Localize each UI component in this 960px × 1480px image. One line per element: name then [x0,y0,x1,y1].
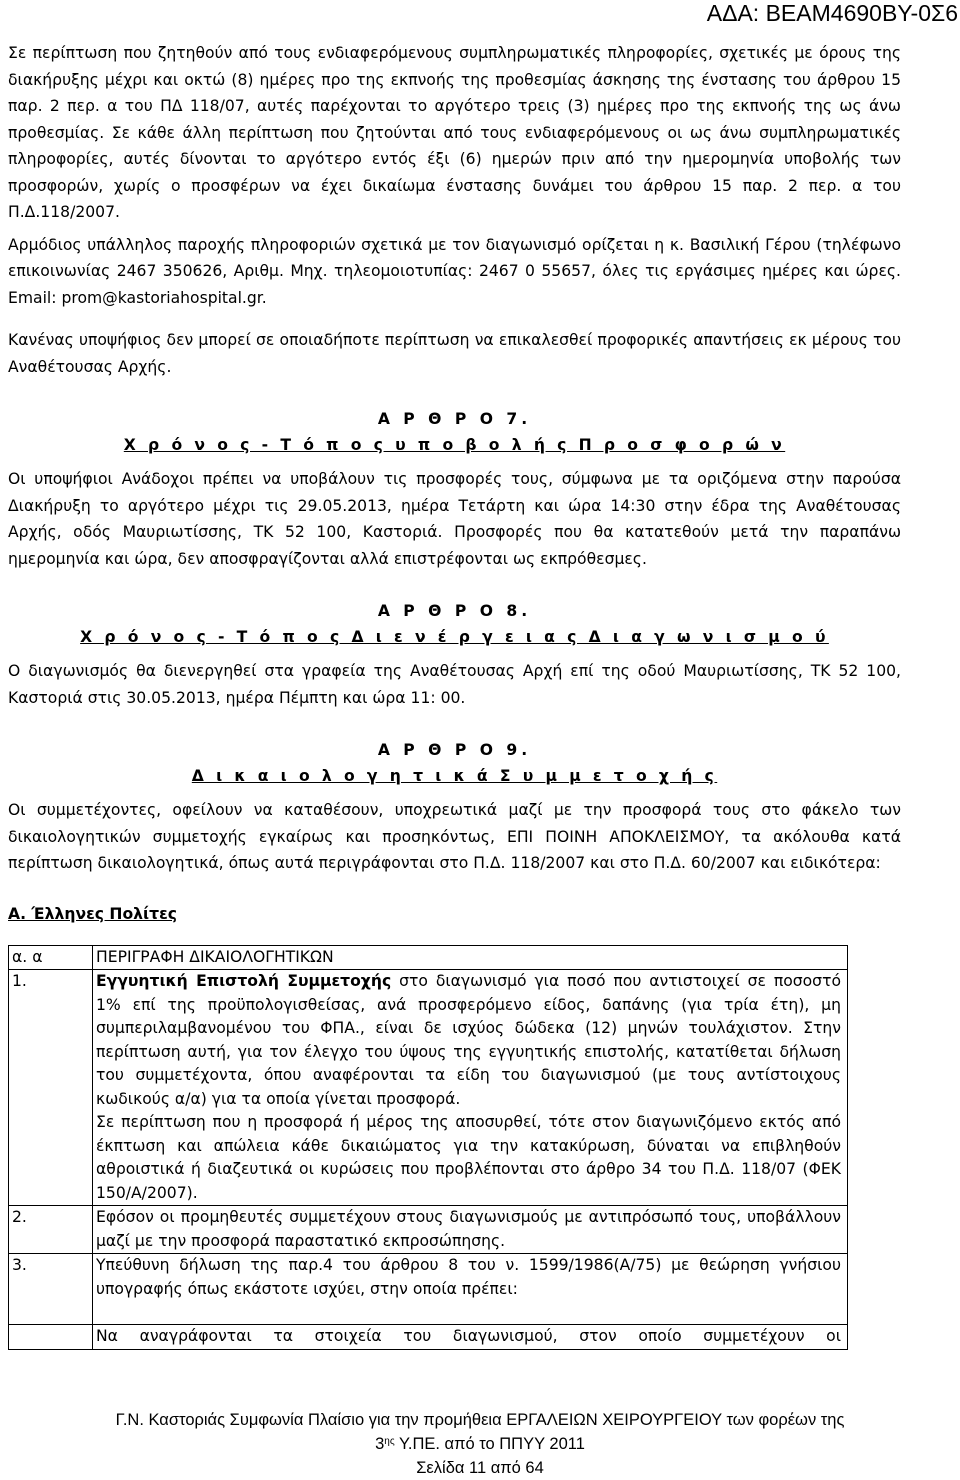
table-row [9,1206,848,1254]
article-8-title: Χ ρ ό ν ο ς - Τ ό π ο ς Δ ι ε ν έ ρ γ ε ι α ς Δ ι α γ ω ν ι σ μ ο ύ [80,628,829,646]
table-row [9,970,848,1206]
paragraph-contact: Αρμόδιος υπάλληλος παροχής πληροφοριών σχετικά με τον διαγωνισμό ορίζεται η κ. Βασιλική Γέρου (τηλέφωνο επικοινωνίας 2467 350626, Αριθμ. Μηχ. τηλεομοιοτυπίας: 2467 0 55657, όλες τις εργάσιμες ημέρες και ώρες. Email: prom@kastoriahospital.gr. [8,235,901,307]
document-page [8,40,901,1350]
row-num: 3. [9,1254,93,1325]
row-text-2: Σε περίπτωση που η προσφορά ή μέρος της αποσυρθεί, τότε στον διαγωνιζόμενο εκτός από έκπτωση και απώλεια κάθε δικαιώματος για την κατακύρωση, δύναται να επιβληθούν αθροιστικά ή διαζευτικά οι κυρώσεις που προβλέπονται στο άρθρο 34 του Π.Δ. 118/07 (ΦΕΚ 150/Α/2007). [96,1113,841,1202]
table-row [9,1254,848,1325]
paragraph-info-requests: Σε περίπτωση που ζητηθούν από τους ενδιαφερόμενους συμπληρωματικές πληροφορίες, σχετικές με όρους της διακήρυξης μέχρι και οκτώ (8) ημέρες προ της εκπνοής της προθεσμίας άσκησης της ένστασης του άρθρου 15 παρ. 2 περ. α του ΠΔ 118/07, αυτές παρέχονται το αργότερο τρεις (3) ημέρες προ της εκπνοής της ως άνω προθεσμίας. Σε κάθε άλλη περίπτωση που ζητούνται από τους ενδιαφερόμενους οι ως άνω συμπληρωματικές πληροφορίες, αυτές δίνονται το αργότερο εντός έξι (6) ημερών πριν από την ημερομηνία υποβολής των προσφορών, χωρίς ο προσφέρων να έχει δικαίωμα ένστασης δυνάμει του άρθρου 15 παρ. 2 περ. α του Π.Δ.118/2007. [8,44,901,221]
article-7-text: Οι υποψήφιοι Ανάδοχοι πρέπει να υποβάλουν τις προσφορές τους, σύμφωνα με τα οριζόμενα στην παρούσα Διακήρυξη το αργότερο μέχρι τις 29.05.2013, ημέρα Τετάρτη και ώρα 14:30 στην έδρα της Αναθέτουσας Αρχής, οδός Μαυριωτίσσης, ΤΚ 52 100, Καστοριά. Προσφορές που θα κατατεθούν μετά την παραπάνω ημερομηνία και ώρα, δεν αποσφραγίζονται αλλά επιστρέφονται ως εκπρόθεσμες. [8,470,901,568]
article-8-heading: Α Ρ Θ Ρ Ο 8. [377,602,532,620]
row-desc: Υπεύθυνη δήλωση της παρ.4 του άρθρου 8 του ν. 1599/1986(Α/75) με θεώρηση γνήσιου υπογραφής όπως εκάστοτε ισχύει, στην οποία πρέπει: [93,1254,848,1325]
row-num: 2. [9,1206,93,1254]
row-desc: Να αναγράφονται τα στοιχεία του διαγωνισμού, στον οποίο συμμετέχουν οι [93,1325,848,1350]
table-header-num: α. α [9,945,93,970]
row-bold-term: Εγγυητική Επιστολή Συμμετοχής [96,972,392,990]
table-header-row [9,945,848,970]
ada-code: ΑΔΑ: ΒΕΑΜ4690ΒΥ-0Σ6 [706,0,958,26]
footer-line-1: Γ.Ν. Καστοριάς Συμφωνία Πλαίσιο για την προμήθεια ΕΡΓΑΛΕΙΩΝ ΧΕΙΡΟΥΡΓΕΙΟΥ των φορέων της [115,1411,845,1429]
article-9-heading: Α Ρ Θ Ρ Ο 9. [377,741,532,759]
row-text: στο διαγωνισμό για ποσό που αντιστοιχεί σε ποσοστό 1% επί της προϋπολογισθείσας, ανά προσφερόμενο είδος, δαπάνης (για τρία έτη), μη συμπεριλαμβανομένου του ΦΠΑ., είναι δε ισχύος δώδεκα (12) μηνών τουλάχιστον. Στην περίπτωση αυτή, για τον έλεγχο του ύψους της εγγυητικής επιστολής, κατατίθεται δήλωση του συμμετέχοντα, όπου αναφέρονται τα είδη του διαγωνισμού (με τους αντίστοιχους κωδικούς α/α) για τα οποία γίνεται προσφορά. [96,972,841,1108]
article-9-text: Οι συμμετέχοντες, οφείλουν να καταθέσουν, υποχρεωτικά μαζί με την προσφορά τους στο φάκελο των δικαιολογητικών συμμετοχής εγκαίρως και προσηκόντως, ΕΠΙ ΠΟΙΝΗ ΑΠΟΚΛΕΙΣΜΟΥ, τα ακόλουθα κατά περίπτωση δικαιολογητικά, όπως αυτά περιγράφονται στο Π.Δ. 118/2007 και στο Π.Δ. 60/2007 και ειδικότερα: [8,801,901,872]
row-num: 1. [9,970,93,1206]
footer-line-2: $3^{\eta\varsigma}$ Υ.ΠΕ. από το ΠΠΥΥ 2011 [375,1435,585,1453]
table-header-desc: ΠΕΡΙΓΡΑΦΗ ΔΙΚΑΙΟΛΟΓΗΤΙΚΩΝ [93,945,848,970]
article-8-text: Ο διαγωνισμός θα διενεργηθεί στα γραφεία της Αναθέτουσας Αρχή επί της οδού Μαυριωτίσσης, ΤΚ 52 100, Καστοριά στις 30.05.2013, ημέρα Πέμπτη και ώρα 11: 00. [8,662,901,707]
footer-page-number: Σελίδα 11 από 64 [416,1459,544,1477]
row-num [9,1325,93,1350]
page-footer [0,1408,960,1480]
row-desc: Εφόσον οι προμηθευτές συμμετέχουν στους διαγωνισμούς με αντιπρόσωπό τους, υποβάλλουν μαζί με την προσφορά παραστατικό εκπροσώπησης. [93,1206,848,1254]
requirements-table [8,945,848,1350]
section-greek-citizens: Α. Έλληνες Πολίτες [8,904,178,923]
article-9-title: Δ ι κ α ι ο λ ο γ η τ ι κ ά Σ υ μ μ ε τ ο χ ή ς [191,767,718,785]
row-desc [93,970,848,1206]
paragraph-oral-answers: Κανένας υποψήφιος δεν μπορεί σε οποιαδήποτε περίπτωση να επικαλεσθεί προφορικές απαντήσεις εκ μέρους του Αναθέτουσας Αρχής. [8,331,901,376]
table-row [9,1325,848,1350]
article-7-title: Χ ρ ό ν ο ς - Τ ό π ο ς υ π ο β ο λ ή ς Π ρ ο σ φ ο ρ ώ ν [123,436,786,454]
article-7-heading: Α Ρ Θ Ρ Ο 7. [377,410,532,428]
